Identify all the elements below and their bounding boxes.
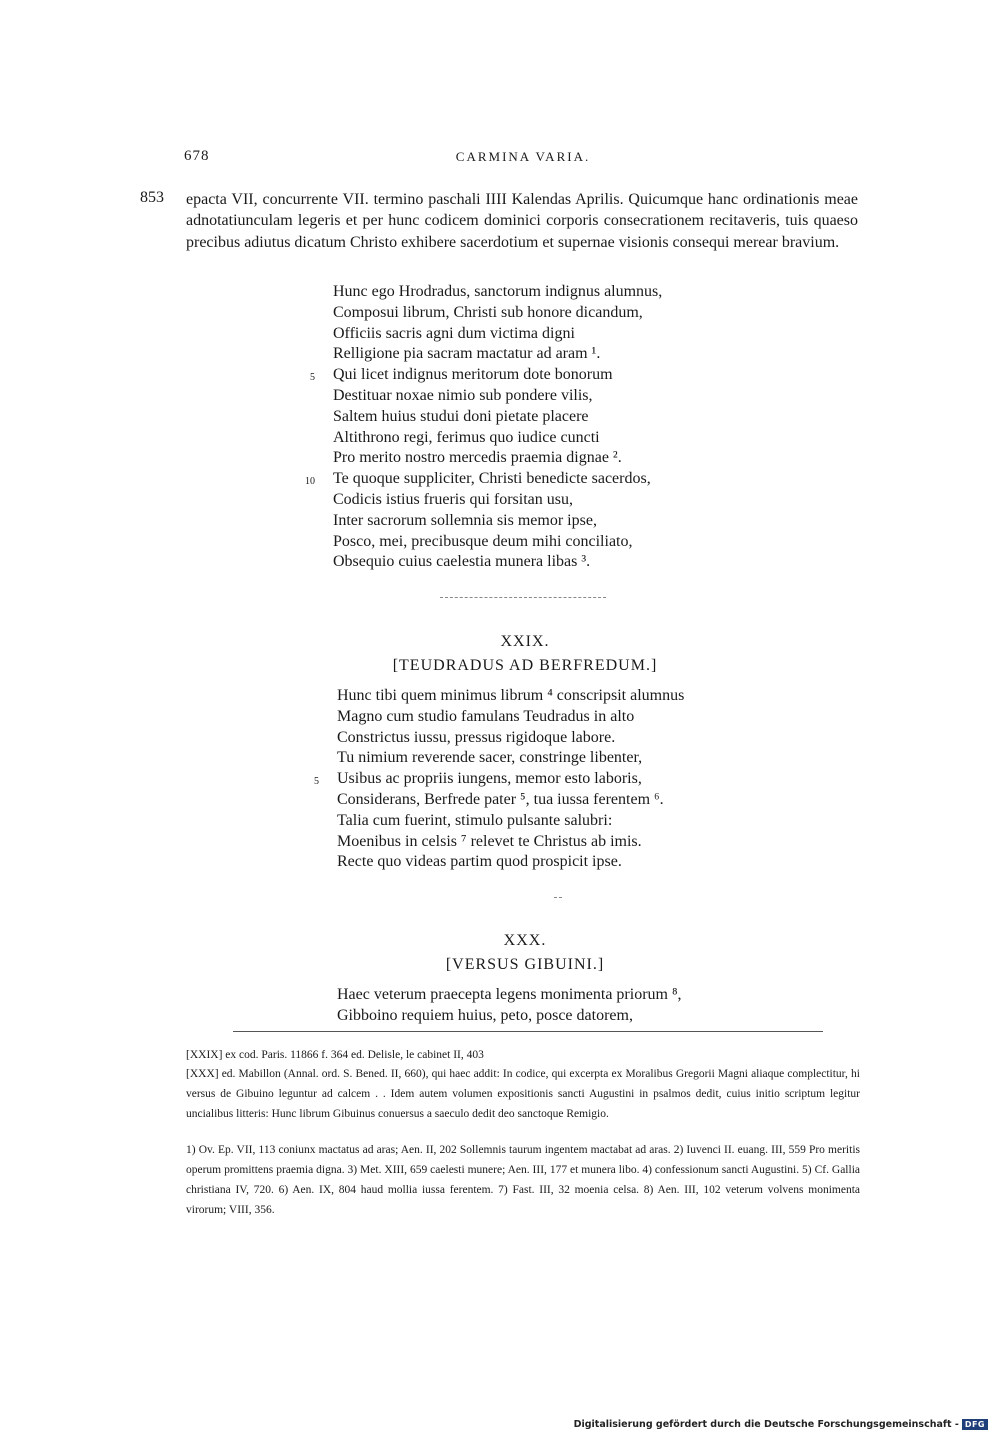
poem1-line: [333, 428, 662, 449]
apparatus-xxix: [XXIX] ex cod. Paris. 11866 f. 364 ed. Delisle, le cabinet II, 403: [186, 1049, 484, 1061]
poem1-line: [333, 303, 662, 324]
verse-text: Talia cum fuerint, stimulo pulsante salubri:: [337, 811, 613, 829]
poem-hrodradus: [305, 282, 663, 573]
verse-text: Gibboino requiem huius, peto, posce datorem,: [337, 1006, 633, 1024]
poem1-line: [333, 344, 662, 365]
poem2-line: [337, 707, 684, 728]
poem1-line: [333, 324, 662, 345]
poem2-line: [337, 728, 684, 749]
poem1-line: [305, 469, 662, 490]
verse-text: Considerans, Berfrede pater ⁵, tua iussa ferentem ⁶.: [337, 790, 664, 808]
verse-text: Composui librum, Christi sub honore dicandum,: [333, 303, 643, 321]
verse-text: Qui licet indignus meritorum dote bonorum: [333, 366, 613, 384]
poem2-line: [337, 686, 684, 707]
verse-text: Inter sacrorum sollemnia sis memor ipse,: [333, 511, 597, 529]
verse-text: Hunc tibi quem minimus librum ⁴ conscripsit alumnus: [337, 687, 685, 704]
section-number-xxx: XXX.: [503, 932, 547, 949]
poem2-line: [337, 790, 684, 811]
line-number: 5: [310, 372, 315, 384]
line-number: 5: [314, 776, 319, 788]
poem2-line: [337, 852, 684, 873]
verse-text: Magno cum studio famulans Teudradus in alto: [337, 707, 635, 725]
poem2-line: [337, 748, 684, 769]
poem1-line: [333, 532, 662, 553]
verse-text: Saltem huius studui doni pietate placere: [333, 407, 589, 425]
verse-text: Hunc ego Hrodradus, sanctorum indignus alumnus,: [333, 283, 663, 300]
verse-text: Relligione pia sacram mactatur ad aram ¹.: [333, 345, 601, 363]
poem2-line: [337, 811, 684, 832]
poem1-line: [333, 511, 662, 532]
verse-text: Posco, mei, precibusque deum mihi conciliato,: [333, 532, 633, 550]
poem3-line: [337, 1006, 682, 1027]
line-number: 10: [305, 476, 315, 488]
section-number-xxix: XXIX.: [500, 633, 550, 650]
section-title-xxx: [VERSUS GIBUINI.]: [445, 956, 605, 973]
poem1-line: [333, 407, 662, 428]
verse-text: Officiis sacris agni dum victima digni: [333, 324, 575, 342]
page-number: 678: [184, 148, 210, 164]
dfg-logo: DFG: [962, 1419, 988, 1430]
verse-text: Haec veterum praecepta legens monimenta priorum ⁸,: [337, 986, 682, 1003]
verse-text: Usibus ac propriis iungens, memor esto laboris,: [337, 770, 642, 788]
poem1-line: [310, 365, 662, 386]
poem1-line: [333, 282, 662, 303]
verse-text: Destituar noxae nimio sub pondere vilis,: [333, 386, 593, 404]
running-title: CARMINA VARIA.: [455, 149, 591, 164]
footnote-rule: [233, 1031, 823, 1032]
section-divider: [554, 897, 562, 898]
year-marker: 853: [140, 189, 164, 206]
section-divider: [440, 597, 606, 598]
section-title-xxix: [TEUDRADUS AD BERFREDUM.]: [392, 657, 658, 674]
poem-gibuinus: [337, 985, 682, 1027]
verse-text: Codicis istius frueris qui forsitan usu,: [333, 490, 573, 508]
poem1-line: [333, 386, 662, 407]
apparatus-xxx: [XXX] ed. Mabillon (Annal. ord. S. Bened. II, 660), qui haec addit: In codice, qui excerpta ex Moralibus Gregorii Magni aliaque complectitur, hi versus de Gibuino leguntur ad calcem . . Idem autem volumen expositionis sancti Augustini in psalmos dedit, cuius initio scriptum legitur uncialibus litteris: Hunc librum Gibuinus conuersus a saeculo dedit deo sanctoque Remigio.: [186, 1068, 860, 1120]
poem2-line: [337, 832, 684, 853]
intro-prose: epacta VII, concurrente VII. termino paschali IIII Kalendas Aprilis. Quicumque hanc ordinationis meae adnotatiunculam legeris et per hunc codicem dominici corporis consecrationem recitaveris, tuis quaeso precibus adiutus dicatum Christo exhibere sacerdotium et supernae visionis consequi merear bravium.: [186, 191, 858, 251]
verse-text: Obsequio cuius caelestia munera libas ³.: [333, 553, 591, 571]
poem-teudradus: [314, 686, 685, 873]
verse-text: Te quoque suppliciter, Christi benedicte sacerdos,: [333, 470, 651, 488]
verse-text: Tu nimium reverende sacer, constringe libenter,: [337, 749, 643, 767]
verse-text: Pro merito nostro mercedis praemia dignae ².: [333, 449, 622, 467]
footnotes: 1) Ov. Ep. VII, 113 coniunx mactatus ad aras; Aen. II, 202 Sollemnis taurum ingentem mactabat ad aras. 2) Iuvenci II. euang. III, 559 Pro meritis operum promittens praemia digna. 3) Met. XIII, 659 caelesti munere; Aen. III, 177 et munera libo. 4) confessionum sancti Augustini. 5) Cf. Gallia christiana IV, 720. 6) Aen. IX, 804 haud mollia iussa ferentem. 7) Fast. III, 32 moenia celsa. 8) Aen. III, 102 veterum volvens monimenta virorum; VIII, 356.: [186, 1144, 860, 1216]
poem1-line: [333, 490, 662, 511]
poem3-line: [337, 985, 682, 1006]
poem1-line: [333, 552, 662, 573]
verse-text: Recte quo videas partim quod prospicit ipse.: [337, 853, 622, 871]
digitization-credit: [574, 1419, 988, 1430]
poem2-line: [314, 769, 684, 790]
poem1-line: [333, 448, 662, 469]
verse-text: Moenibus in celsis ⁷ relevet te Christus ab imis.: [337, 832, 642, 850]
verse-text: Altithrono regi, ferimus quo iudice cuncti: [333, 428, 600, 446]
credit-text: Digitalisierung gefördert durch die Deutsche Forschungsgemeinschaft -: [573, 1419, 959, 1430]
verse-text: Constrictus iussu, pressus rigidoque labore.: [337, 728, 616, 746]
